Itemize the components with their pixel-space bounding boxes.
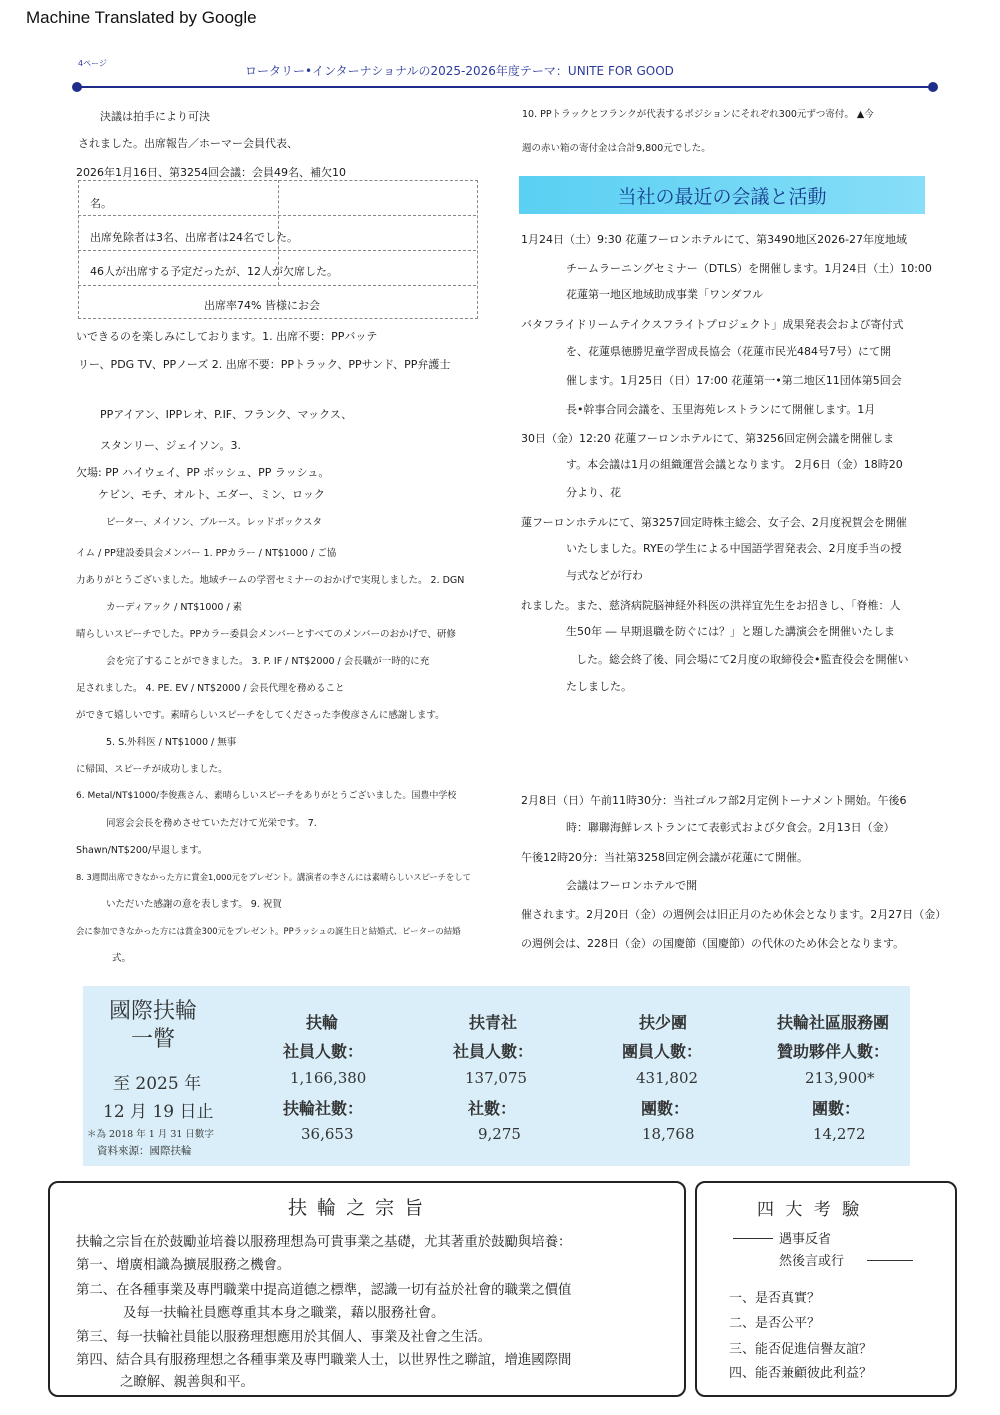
object-line: 第四、結合具有服務理想之各種事業及專門職業人士，以世界性之聯誼，增進國際間 bbox=[76, 1353, 572, 1368]
table-rule bbox=[78, 215, 476, 216]
right-line: 1月24日（土）9:30 花蓮フーロンホテルにて、第3490地区2026-27年度地域 bbox=[521, 233, 908, 246]
four-way-rule bbox=[867, 1260, 913, 1261]
stats-footnote: ＊為 2018 年 1 月 31 日數字 bbox=[87, 1129, 214, 1140]
left-line: 式。 bbox=[112, 953, 132, 964]
rotary-stats-panel bbox=[83, 986, 910, 1166]
right-line: チームラーニングセミナー（DTLS）を開催します。1月24日（土）10:00 bbox=[566, 262, 932, 275]
right-line: たしました。 bbox=[566, 680, 632, 693]
stats-label: 扶輪社數： bbox=[283, 1099, 364, 1118]
left-line: PPアイアン、IPPレオ、P.IF、フランク、マックス、 bbox=[100, 408, 353, 421]
right-line: 長•幹事合同会議を、玉里海苑レストランにて開催します。1月 bbox=[566, 403, 876, 416]
right-line: 10. PPトラックとフランクが代表するポジションにそれぞれ300元ずつ寄付。 ▲今 bbox=[522, 109, 874, 120]
left-line: 力ありがとうございました。地域チームの学習セミナーのおかげで実現しました。 2. DGN bbox=[76, 575, 465, 586]
header-rule bbox=[78, 86, 934, 88]
stats-date: 12 月 19 日止 bbox=[103, 1102, 214, 1122]
left-line: 8. 3週間出席できなかった方に賞金1,000元をプレゼント。講演者の李さんには素晴らしいスピーチをして bbox=[76, 872, 471, 882]
right-line: す。本会議は1月の組織運営会議となります。 2月6日（金）18時20 bbox=[566, 458, 903, 471]
stats-title: 國際扶輪 bbox=[109, 999, 198, 1024]
stats-col-name: 扶輪 bbox=[306, 1013, 339, 1032]
left-line: 6. Metal/NT$1000/李俊燕さん、素晴らしいスピーチをありがとうございました。国豊中学校 bbox=[76, 791, 457, 801]
right-line: 時：聯聯海鮮レストランにて表彰式および夕食会。2月13日（金） bbox=[566, 821, 895, 834]
section-banner-title: 当社の最近の会議と活動 bbox=[519, 176, 925, 214]
right-line: 30日（金）12:20 花蓮フーロンホテルにて、第3256回定例会議を開催しま bbox=[521, 432, 895, 445]
left-line: Shawn/NT$200/早退します。 bbox=[76, 845, 208, 856]
stats-source: 資料來源：國際扶輪 bbox=[97, 1145, 192, 1157]
left-line: 名。 bbox=[90, 197, 112, 210]
header-rule-dot-right bbox=[928, 82, 938, 92]
right-line: 催されます。2月20日（金）の週例会は旧正月のため休会となります。2月27日（金） bbox=[521, 908, 947, 921]
right-line: バタフライドリームテイクスフライトプロジェクト」成果発表会および寄付式 bbox=[521, 318, 904, 331]
stats-date: 至 2025 年 bbox=[113, 1074, 202, 1094]
stats-label: 社員人數： bbox=[453, 1042, 534, 1061]
left-line: ピーター、メイソン、ブルース。レッドボックスタ bbox=[106, 517, 323, 528]
right-line: 蓮フーロンホテルにて、第3257回定時株主総会、女子会、2月度祝賀会を開催 bbox=[521, 516, 907, 529]
object-line: 之瞭解、親善與和平。 bbox=[120, 1375, 254, 1390]
object-line: 扶輪之宗旨在於鼓勵並培養以服務理想為可貴事業之基礎，尤其著重於鼓勵與培養： bbox=[76, 1235, 572, 1250]
table-rule bbox=[78, 250, 476, 251]
stats-value: 431,802 bbox=[636, 1069, 699, 1087]
left-line: 同窓会会長を務めさせていただけて光栄です。 7. bbox=[106, 818, 317, 829]
left-line: 会に参加できなかった方には賞金300元をプレゼント。PPラッシュの誕生日と結婚式、ピーターの結婚 bbox=[76, 926, 461, 936]
left-line: 欠場: PP ハイウェイ、PP ボッシュ、PP ラッシュ。 bbox=[76, 466, 330, 479]
right-line: 生50年 ― 早期退職を防ぐには？」と題した講演会を開催いたしま bbox=[566, 625, 895, 638]
stats-value: 18,768 bbox=[642, 1125, 695, 1143]
right-line: れました。また、慈済病院脳神経外科医の洪祥宜先生をお招きし、「脊椎：人 bbox=[521, 599, 901, 612]
left-line: ケビン、モチ、オルト、エダー、ミン、ロック bbox=[98, 488, 325, 501]
stats-col-name: 扶少團 bbox=[639, 1013, 688, 1032]
left-line: に帰国、スピーチが成功しました。 bbox=[76, 764, 228, 775]
header-rule-dot-left bbox=[72, 82, 82, 92]
left-line: 46人が出席する予定だったが、12人が欠席した。 bbox=[90, 265, 338, 278]
stats-col-name: 扶青社 bbox=[469, 1013, 518, 1032]
left-line: 出席免除者は3名、出席者は24名でした。 bbox=[90, 231, 298, 244]
stats-value: 1,166,380 bbox=[290, 1069, 367, 1087]
right-line: 催します。1月25日（日）17:00 花蓮第一•第二地区11団体第5回会 bbox=[566, 374, 902, 387]
right-line: を、花蓮県徳勝児童学習成長協会（花蓮市民光484号7号）にて開 bbox=[566, 345, 891, 358]
right-line: 2月8日（日）午前11時30分：当社ゴルフ部2月定例トーナメント開始。午後6 bbox=[521, 794, 907, 807]
stats-value: 14,272 bbox=[813, 1125, 866, 1143]
stats-value: 213,900* bbox=[805, 1069, 875, 1087]
left-line: 出席率74% 皆様にお会 bbox=[204, 299, 320, 312]
left-line: 足されました。 4. PE. EV / NT$2000 / 会長代理を務めること bbox=[76, 683, 345, 694]
four-way-test-panel bbox=[695, 1181, 957, 1397]
object-line: 第二、在各種事業及專門職業中提高道德之標準，認識一切有益於社會的職業之價值 bbox=[76, 1283, 572, 1298]
object-title: 扶 輪 之 宗 旨 bbox=[288, 1197, 426, 1219]
left-line: 会を完了することができました。 3. P. IF / NT$2000 / 会長職が一時的に充 bbox=[106, 656, 430, 667]
left-line: 決議は拍手により可決 bbox=[100, 110, 210, 123]
stats-label: 團員人數： bbox=[622, 1042, 703, 1061]
object-line: 第一、增廣相識為擴展服務之機會。 bbox=[76, 1258, 291, 1273]
four-way-rule bbox=[733, 1238, 773, 1239]
left-line: カーディアック / NT$1000 / 素 bbox=[106, 602, 243, 613]
left-line: いただいた感謝の意を表します。 9. 祝賀 bbox=[106, 899, 282, 910]
right-line: 花蓮第一地区地域助成事業「ワンダフル bbox=[566, 288, 764, 301]
object-of-rotary-panel bbox=[48, 1181, 686, 1397]
four-way-subtitle: 遇事反省 bbox=[779, 1232, 832, 1247]
page-number: 4ページ bbox=[78, 59, 107, 68]
left-line: スタンリー、ジェイソン。3. bbox=[100, 439, 241, 452]
stats-col-name: 扶輪社區服務團 bbox=[777, 1013, 890, 1032]
left-line: ができて嬉しいです。素晴らしいスピーチをしてくださった李俊彦さんに感謝します。 bbox=[76, 710, 445, 721]
stats-value: 137,075 bbox=[465, 1069, 528, 1087]
stats-label: 贊助夥伴人數： bbox=[777, 1042, 890, 1061]
left-line: されました。出席報告／ホーマー会員代表、 bbox=[78, 137, 298, 150]
stats-label: 團數： bbox=[812, 1099, 861, 1118]
stats-value: 36,653 bbox=[301, 1125, 354, 1143]
right-line: 会議はフーロンホテルで開 bbox=[566, 879, 698, 892]
right-line: の週例会は、228日（金）の国慶節（国慶節）の代休のため休会となります。 bbox=[521, 937, 905, 950]
right-line: 分より、花 bbox=[566, 486, 621, 499]
left-line: リー、PDG TV、PPノーズ 2. 出席不要：PPトラック、PPサンド、PP弁護士 bbox=[78, 358, 451, 371]
left-line: イム / PP建設委員会メンバー 1. PPカラー / NT$1000 / ご協 bbox=[76, 548, 337, 559]
right-line: 与式などが行わ bbox=[566, 569, 643, 582]
object-line: 第三、每一扶輪社員能以服務理想應用於其個人、事業及社會之生活。 bbox=[76, 1330, 492, 1345]
stats-label: 團數： bbox=[641, 1099, 690, 1118]
right-line: した。総会終了後、同会場にて2月度の取締役会•監査役会を開催い bbox=[576, 653, 909, 666]
stats-title: 一瞥 bbox=[131, 1027, 176, 1052]
four-way-item: 四、能否兼顧彼此利益？ bbox=[729, 1366, 873, 1381]
left-line: 2026年1月16日、第3254回会議：会員49名、補欠10 bbox=[76, 166, 346, 179]
stats-label: 社員人數： bbox=[283, 1042, 364, 1061]
four-way-subtitle: 然後言或行 bbox=[779, 1254, 845, 1269]
left-line: 晴らしいスピーチでした。PPカラー委員会メンバーとすべてのメンバーのおかげで、研修 bbox=[76, 629, 456, 640]
four-way-item: 二、是否公平？ bbox=[729, 1316, 821, 1331]
right-line: 週の赤い箱の寄付金は合計9,800元でした。 bbox=[522, 143, 711, 154]
table-rule bbox=[78, 285, 476, 286]
page-header-title: ロータリー•インターナショナルの2025-2026年度テーマ：UNITE FOR GOOD bbox=[245, 64, 674, 78]
four-way-title: 四 大 考 驗 bbox=[757, 1200, 863, 1220]
right-line: いたしました。RYEの学生による中国語学習発表会、2月度手当の授 bbox=[566, 542, 902, 555]
stats-value: 9,275 bbox=[478, 1125, 521, 1143]
left-line: 5. S.外科医 / NT$1000 / 無事 bbox=[106, 737, 237, 748]
machine-translation-label: Machine Translated by Google bbox=[26, 8, 257, 27]
left-line: いできるのを楽しみにしております。1. 出席不要：PPバッテ bbox=[76, 330, 378, 343]
stats-label: 社數： bbox=[468, 1099, 517, 1118]
right-line: 午後12時20分：当社第3258回定例会議が花蓮にて開催。 bbox=[521, 851, 808, 864]
object-line: 及每一扶輪社員應尊重其本身之職業，藉以服務社會。 bbox=[123, 1306, 445, 1321]
four-way-item: 三、能否促進信譽友誼？ bbox=[729, 1342, 873, 1357]
four-way-item: 一、是否真實？ bbox=[729, 1291, 821, 1306]
